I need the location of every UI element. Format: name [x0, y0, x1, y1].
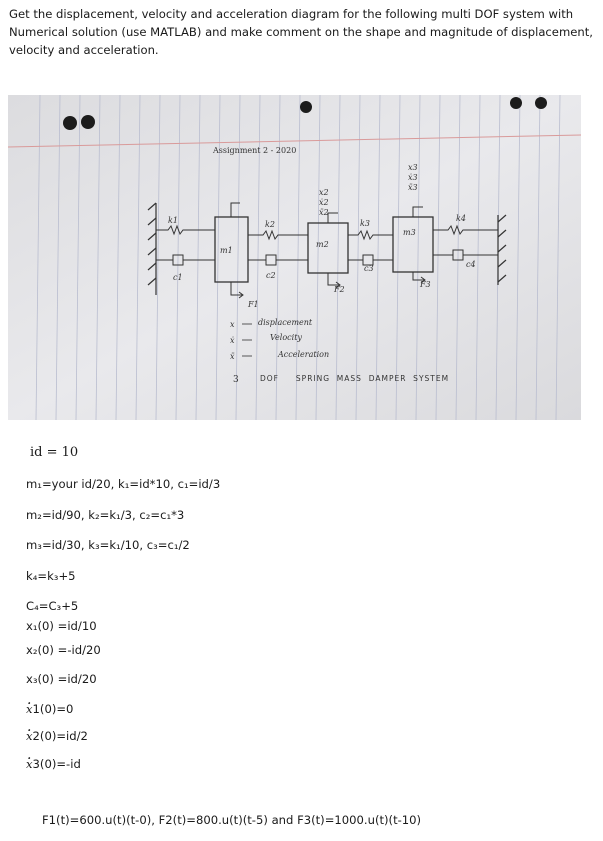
param-row-8: x₃(0) =id/20	[26, 672, 97, 686]
param-row-3: m₃=id/30, k₃=k₁/10, c₃=c₁/2	[26, 538, 190, 552]
legend-text-3: Acceleration	[278, 350, 330, 359]
velocity-row-3	[26, 757, 81, 771]
param-row-5: C₄=C₃+5	[26, 599, 79, 613]
velocity-row-2	[26, 729, 88, 743]
param-row-6: x₁(0) =id/10	[26, 619, 97, 633]
problem-line-1: Get the displacement, velocity and acceleration diagram for the following multi DOF system with	[9, 7, 574, 21]
force-label-2: F2	[334, 285, 345, 294]
spring-label-4: k4	[456, 214, 466, 223]
legend-sym-1: x	[230, 320, 235, 329]
damper-label-3: c3	[364, 264, 374, 273]
paper-background	[8, 95, 581, 420]
param-row-1: m₁=your id/20, k₁=id*10, c₁=id/3	[26, 477, 221, 491]
damper-label-1: c1	[173, 273, 183, 282]
assignment-title: Assignment 2 - 2020	[213, 146, 297, 155]
force-label-1: F1	[248, 300, 259, 309]
mass-label-2: m2	[316, 240, 329, 249]
mass-label-1: m1	[220, 246, 233, 255]
param-row-7: x₂(0) =-id/20	[26, 643, 101, 657]
damper-label-4: c4	[466, 260, 476, 269]
coord-label-xd3: ẋ3	[408, 173, 418, 182]
velocity-symbol-2: . x	[26, 729, 33, 743]
problem-statement	[9, 5, 594, 59]
system-diagram-photo	[8, 95, 581, 420]
velocity-value-3: 3(0)=-id	[32, 757, 81, 771]
footer-caption: DOF SPRING MASS DAMPER SYSTEM	[260, 374, 450, 383]
coord-label-x2: x2	[319, 188, 329, 197]
mass-label-3: m3	[403, 228, 416, 237]
param-row-4: k₄=k₃+5	[26, 569, 76, 583]
velocity-value-1: 1(0)=0	[32, 702, 74, 716]
coord-label-xd2: ẋ2	[319, 198, 329, 207]
spring-label-1: k1	[168, 216, 178, 225]
forcing-functions: F1(t)=600.u(t)(t-0), F2(t)=800.u(t)(t-5) and F3(t)=1000.u(t)(t-10)	[42, 813, 422, 827]
problem-line-3: velocity and acceleration.	[9, 43, 159, 57]
footer-number: 3	[233, 375, 239, 385]
legend-text-1: displacement	[258, 318, 313, 327]
spring-label-3: k3	[360, 219, 370, 228]
coord-label-xdd2: ẍ2	[319, 208, 329, 217]
velocity-row-1	[26, 702, 73, 716]
damper-label-2: c2	[266, 271, 276, 280]
coord-label-xdd3: ẍ3	[408, 183, 418, 192]
velocity-symbol-3: . x	[26, 757, 33, 771]
legend-text-2: Velocity	[270, 333, 302, 342]
param-row-2: m₂=id/90, k₂=k₁/3, c₂=c₁*3	[26, 508, 185, 522]
velocity-symbol-1: . x	[26, 702, 33, 716]
legend-sym-3: ẍ	[230, 352, 235, 361]
id-value: id = 10	[30, 445, 79, 460]
problem-line-2: Numerical solution (use MATLAB) and make comment on the shape and magnitude of displacement,	[9, 25, 593, 39]
force-label-3: F3	[420, 280, 431, 289]
spring-label-2: k2	[265, 220, 275, 229]
legend-sym-2: ẋ	[230, 336, 235, 345]
coord-label-x3: x3	[408, 163, 418, 172]
velocity-value-2: 2(0)=id/2	[32, 729, 88, 743]
